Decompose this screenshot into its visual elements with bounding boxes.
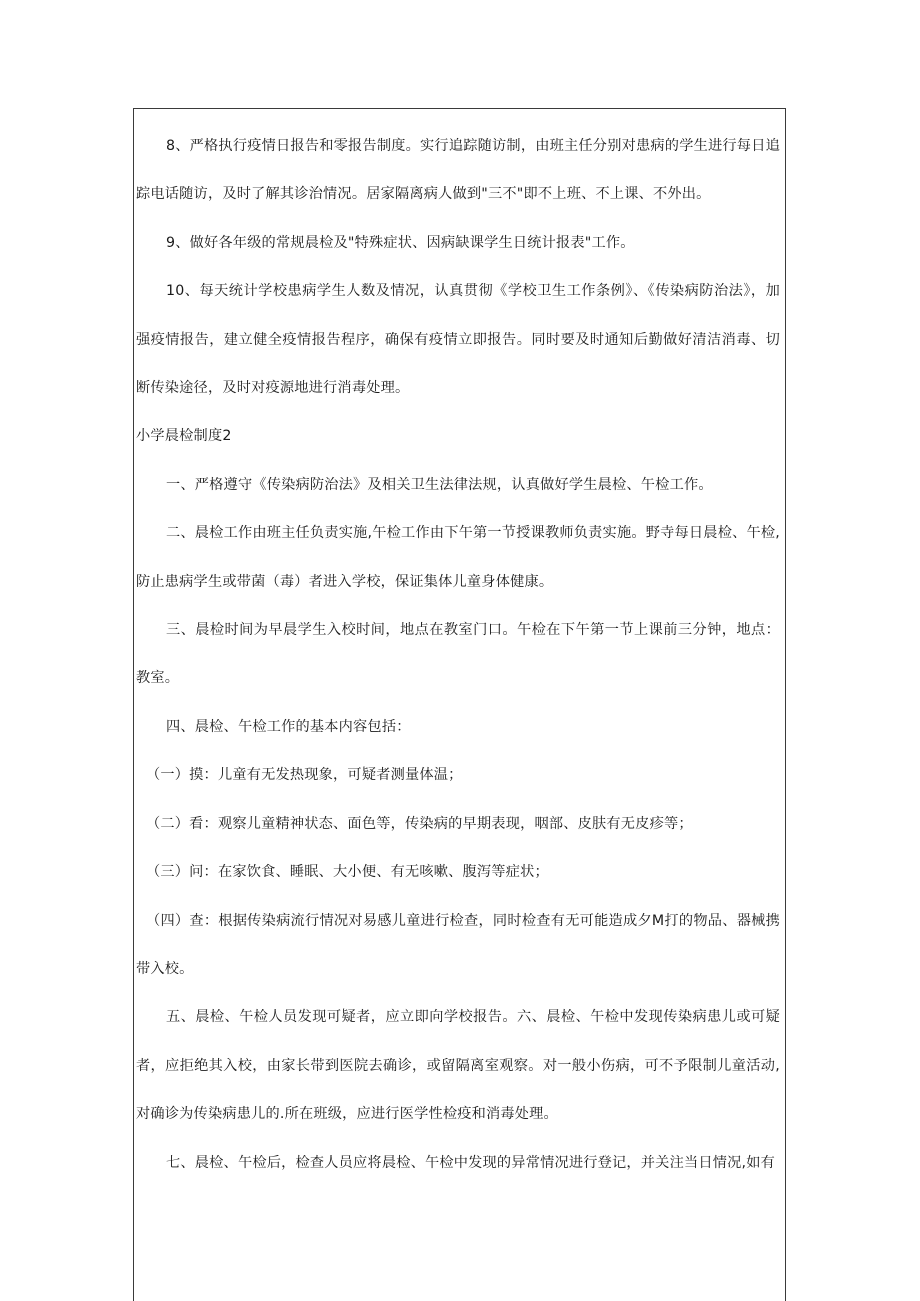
rule-1: 一、严格遵守《传染病防治法》及相关卫生法律法规，认真做好学生晨检、午检工作。 (166, 476, 713, 493)
rule-7: 七、晨检、午检后，检查人员应将晨检、午检中发现的异常情况进行登记，并关注当日情况,如有 (166, 1154, 775, 1171)
paragraph-10: 10、每天统计学校患病学生人数及情况，认真贯彻《学校卫生工作条例》、《传染病防治法》，加强疫情报告，建立健全疫情报告程序，确保有疫情立即报告。同时要及时通知后勤做好清洁消毒、切断传染途径，及时对疫源地进行消毒处理。 (136, 283, 780, 397)
item-ask: （三）问：在家饮食、睡眠、大小便、有无咳嗽、腹泻等症状； (146, 864, 549, 881)
rule-4: 四、晨检、午检工作的基本内容包括： (166, 718, 411, 735)
document-body (136, 122, 780, 1187)
rule-5-6: 五、晨检、午检人员发现可疑者，应立即向学校报告。六、晨检、午检中发现传染病患儿或可疑者，应拒绝其入校，由家长带到医院去确诊，或留隔离室观察。对一般小伤病，可不予限制儿童活动,对确诊为传染病患儿的.所在班级，应进行医学性检疫和消毒处理。 (136, 1009, 780, 1123)
section-title: 小学晨检制度2 (136, 428, 232, 445)
rule-2: 二、晨检工作由班主任负责实施,午检工作由下午第一节授课教师负责实施。野寺每日晨检、午检,防止患病学生或带菌（毒）者进入学校，保证集体儿童身体健康。 (136, 525, 780, 590)
item-touch: （一）摸：儿童有无发热现象，可疑者测量体温； (146, 767, 463, 784)
item-check: （四）查：根据传染病流行情况对易感儿童进行检查，同时检查有无可能造成夕M打的物品、器械携带入校。 (136, 912, 780, 977)
paragraph-8: 8、严格执行疫情日报告和零报告制度。实行追踪随访制，由班主任分别对患病的学生进行每日追踪电话随访，及时了解其诊治情况。居家隔离病人做到"三不"即不上班、不上课、不外出。 (136, 138, 780, 203)
rule-3: 三、晨检时间为早晨学生入校时间，地点在教室门口。午检在下午第一节上课前三分钟，地点：教室。 (136, 622, 780, 687)
item-look: （二）看：观察儿童精神状态、面色等，传染病的早期表现，咽部、皮肤有无皮疹等； (146, 815, 693, 832)
paragraph-9: 9、做好各年级的常规晨检及"特殊症状、因病缺课学生日统计报表"工作。 (166, 234, 635, 251)
